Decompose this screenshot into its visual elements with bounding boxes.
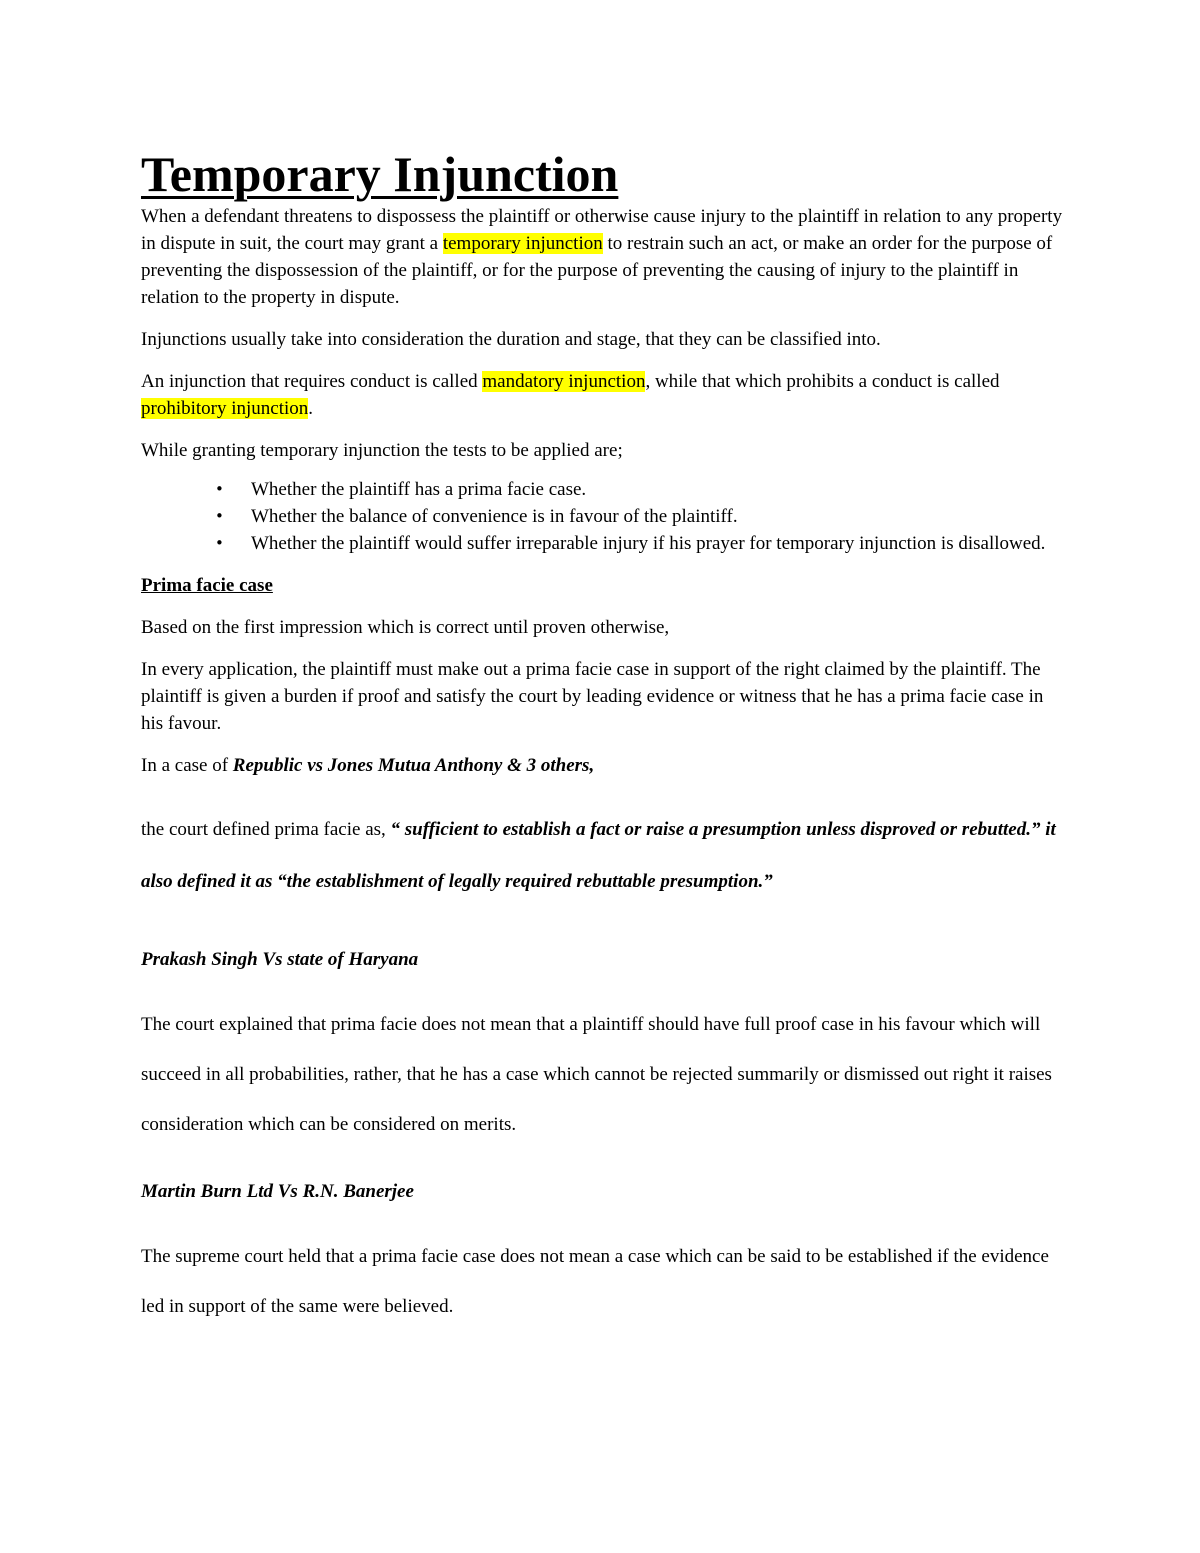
types-text-b: , while that which prohibits a conduct is called [645,371,1000,392]
list-item-text: Whether the balance of convenience is in favour of the plaintiff. [251,506,738,527]
tests-intro-paragraph: While granting temporary injunction the tests to be applied are; [141,440,623,461]
bullet-icon: • [215,534,224,552]
intro-text-a: When a defendant threatens to dispossess the plaintiff or otherwise cause injury to the plaintiff in relation to any property in dispute in suit, the court may grant a [141,206,1063,254]
bullet-icon: • [215,507,224,525]
types-text-c: . [308,398,314,419]
highlight-prohibitory-injunction: prohibitory injunction [141,398,309,419]
case-name-martin-burn: Martin Burn Ltd Vs R.N. Banerjee [141,1181,414,1202]
prakash-singh-paragraph: The court explained that prima facie does not mean that a plaintiff should have full proof case in his favour which will succeed in all probabilities, rather, that he has a case which cannot be rejected summarily or dismissed out right it raises consideration which can be considered on merits. [141,1014,1052,1135]
list-item-text: Whether the plaintiff would suffer irreparable injury if his prayer for temporary injunction is disallowed. [251,533,1046,554]
classification-paragraph: Injunctions usually take into consideration the duration and stage, that they can be classified into. [141,329,881,350]
types-paragraph [141,368,1066,422]
list-item [141,530,1066,557]
tests-list [141,476,1066,557]
case-name-republic: Republic vs Jones Mutua Anthony & 3 others, [232,755,595,776]
intro-text-b: to restrain such an act, or make an order for the purpose of preventing the dispossession of the plaintiff, or for the purpose of preventing the causing of injury to the plaintiff in relation to the property in dispute. [141,233,1053,308]
document-title: Temporary Injunction [141,146,619,202]
intro-paragraph [141,203,1066,311]
court-definition-text: the court defined prima facie as, [141,819,391,840]
highlight-temporary-injunction: temporary injunction [442,233,603,254]
types-text-a: An injunction that requires conduct is called [141,371,483,392]
document-body [141,146,1066,1332]
burden-paragraph: In every application, the plaintiff must make out a prima facie case in support of the right claimed by the plaintiff. The plaintiff is given a burden if proof and satisfy the court by leading evidence or witness that he has a prima facie case in his favour. [141,659,1044,734]
definition-paragraph: Based on the first impression which is correct until proven otherwise, [141,617,670,638]
martin-burn-paragraph: The supreme court held that a prima facie case does not mean a case which can be said to be established if the evidence led in support of the same were believed. [141,1246,1049,1317]
prima-facie-heading: Prima facie case [141,575,273,596]
list-item [141,503,1066,530]
court-definition-paragraph [141,804,1066,908]
court-definition-quote: “ sufficient to establish a fact or raise a presumption unless disproved or rebutted.” it also defined it as “the establishment of legally required rebuttable presumption.” [141,819,1056,892]
bullet-icon: • [215,480,224,498]
case-citation-text: In a case of [141,755,233,776]
case-citation-paragraph [141,752,1066,779]
list-item-text: Whether the plaintiff has a prima facie case. [251,479,587,500]
case-name-prakash-singh: Prakash Singh Vs state of Haryana [141,949,419,970]
highlight-mandatory-injunction: mandatory injunction [482,371,646,392]
list-item [141,476,1066,503]
